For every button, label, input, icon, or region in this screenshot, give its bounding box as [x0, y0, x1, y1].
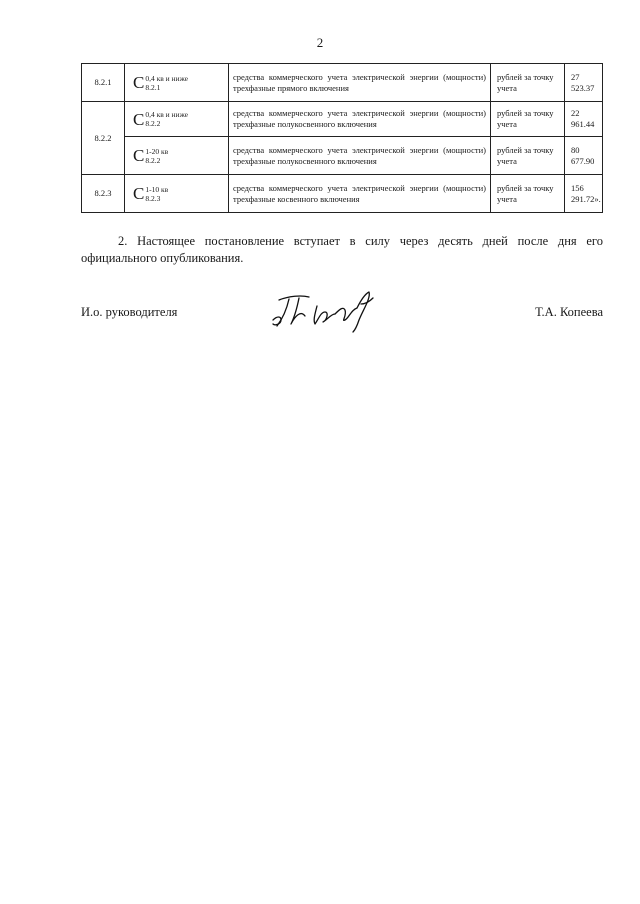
row-value: 80 677.90 — [565, 137, 603, 175]
formula-letter: C — [133, 73, 145, 92]
table-row — [82, 175, 603, 213]
row-value: 156 291.72». — [565, 175, 603, 213]
rate-formula — [125, 102, 229, 137]
rate-formula — [125, 64, 229, 102]
formula-superscript: 1-10 кв — [145, 184, 169, 194]
table-row — [82, 102, 603, 137]
page-number: 2 — [316, 35, 324, 50]
row-description: средства коммерческого учета электрической энергии (мощности) трехфазные полукосвенного включения — [229, 137, 491, 175]
formula-letter: C — [133, 146, 145, 165]
table-row — [82, 64, 603, 102]
formula-superscript: 0,4 кв и ниже — [145, 73, 188, 83]
handwritten-signature — [265, 286, 377, 334]
row-value: 27 523.37 — [565, 64, 603, 102]
row-value: 22 961.44 — [565, 102, 603, 137]
row-number: 8.2.2 — [82, 102, 125, 175]
row-unit: рублей за точку учета — [491, 137, 565, 175]
effective-date-paragraph: 2. Настоящее постановление вступает в силу через десять дней после дня его официального опубликования. — [81, 234, 603, 265]
row-number: 8.2.3 — [82, 175, 125, 213]
rate-formula — [125, 137, 229, 175]
formula-subscript: 8.2.2 — [145, 155, 161, 165]
row-description: средства коммерческого учета электрической энергии (мощности) трехфазные полукосвенного включения — [229, 102, 491, 137]
table-row — [82, 137, 603, 175]
formula-subscript: 8.2.1 — [145, 82, 161, 92]
row-unit: рублей за точку учета — [491, 175, 565, 213]
formula-letter: C — [133, 184, 145, 203]
signatory-title: И.о. руководителя — [81, 305, 178, 319]
signatory-name: Т.А. Копеева — [535, 305, 603, 319]
formula-letter: C — [133, 109, 145, 129]
rates-table — [81, 63, 603, 213]
row-number: 8.2.1 — [82, 64, 125, 102]
formula-subscript: 8.2.2 — [145, 119, 161, 128]
row-unit: рублей за точку учета — [491, 102, 565, 137]
formula-superscript: 0,4 кв и ниже — [145, 110, 188, 119]
row-description: средства коммерческого учета электрической энергии (мощности) трехфазные косвенного включения — [229, 175, 491, 213]
formula-subscript: 8.2.3 — [145, 193, 161, 203]
row-unit: рублей за точку учета — [491, 64, 565, 102]
formula-superscript: 1-20 кв — [145, 146, 169, 156]
rate-formula — [125, 175, 229, 213]
row-description: средства коммерческого учета электрической энергии (мощности) трехфазные прямого включения — [229, 64, 491, 102]
